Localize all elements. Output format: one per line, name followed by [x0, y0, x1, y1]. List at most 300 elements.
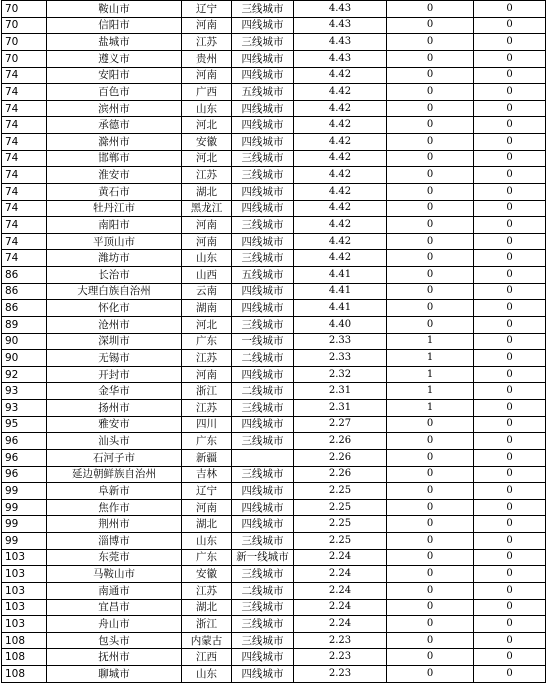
table-row: [2, 200, 546, 217]
rank-cell: 74: [2, 84, 47, 101]
province-cell: 广东: [182, 433, 232, 450]
score-cell: 2.23: [294, 649, 387, 666]
table-row: [2, 150, 546, 167]
city-cell: 包头市: [47, 632, 182, 649]
score-cell: 2.23: [294, 632, 387, 649]
tier-cell: 三线城市: [232, 533, 294, 550]
rank-cell: 74: [2, 183, 47, 200]
table-row: [2, 250, 546, 267]
tier-cell: 四线城市: [232, 300, 294, 317]
city-cell: 南通市: [47, 582, 182, 599]
table-row: [2, 449, 546, 466]
table-row: [2, 84, 546, 101]
rank-cell: 103: [2, 566, 47, 583]
score-cell: 4.42: [294, 233, 387, 250]
province-cell: 河北: [182, 150, 232, 167]
count-a-cell: 0: [387, 466, 474, 483]
count-b-cell: 0: [474, 84, 546, 101]
count-a-cell: 0: [387, 217, 474, 234]
city-cell: 邯郸市: [47, 150, 182, 167]
table-row: [2, 632, 546, 649]
count-a-cell: 0: [387, 300, 474, 317]
score-cell: 2.33: [294, 350, 387, 367]
count-a-cell: 0: [387, 449, 474, 466]
province-cell: 湖北: [182, 516, 232, 533]
rank-cell: 99: [2, 483, 47, 500]
city-cell: 长治市: [47, 267, 182, 284]
table-row: [2, 267, 546, 284]
city-cell: 平顶山市: [47, 233, 182, 250]
table-row: [2, 466, 546, 483]
count-a-cell: 0: [387, 250, 474, 267]
tier-cell: 四线城市: [232, 134, 294, 151]
table-row: [2, 283, 546, 300]
count-a-cell: 1: [387, 383, 474, 400]
rank-cell: 103: [2, 616, 47, 633]
province-cell: 河南: [182, 67, 232, 84]
rank-cell: 99: [2, 533, 47, 550]
province-cell: 四川: [182, 416, 232, 433]
count-b-cell: 0: [474, 350, 546, 367]
rank-cell: 103: [2, 582, 47, 599]
rank-cell: 99: [2, 499, 47, 516]
score-cell: 2.27: [294, 416, 387, 433]
tier-cell: 三线城市: [232, 150, 294, 167]
table-row: [2, 17, 546, 34]
city-cell: 信阳市: [47, 17, 182, 34]
table-row: [2, 34, 546, 51]
rank-cell: 90: [2, 333, 47, 350]
province-cell: 云南: [182, 283, 232, 300]
province-cell: 河南: [182, 233, 232, 250]
count-a-cell: 0: [387, 433, 474, 450]
city-cell: 潍坊市: [47, 250, 182, 267]
tier-cell: 一线城市: [232, 333, 294, 350]
score-cell: 4.41: [294, 267, 387, 284]
city-cell: 鞍山市: [47, 1, 182, 18]
province-cell: 江苏: [182, 34, 232, 51]
count-b-cell: 0: [474, 67, 546, 84]
count-b-cell: 0: [474, 499, 546, 516]
count-a-cell: 0: [387, 84, 474, 101]
table-row: [2, 549, 546, 566]
count-a-cell: 0: [387, 1, 474, 18]
table-row: [2, 1, 546, 18]
table-row: [2, 167, 546, 184]
province-cell: 江苏: [182, 582, 232, 599]
province-cell: 湖北: [182, 183, 232, 200]
tier-cell: 三线城市: [232, 632, 294, 649]
count-a-cell: 1: [387, 400, 474, 417]
count-a-cell: 0: [387, 150, 474, 167]
count-a-cell: 1: [387, 350, 474, 367]
city-cell: 宜昌市: [47, 599, 182, 616]
rank-cell: 74: [2, 200, 47, 217]
province-cell: 吉林: [182, 466, 232, 483]
count-b-cell: 0: [474, 217, 546, 234]
city-cell: 延边朝鲜族自治州: [47, 466, 182, 483]
count-b-cell: 0: [474, 582, 546, 599]
count-a-cell: 0: [387, 616, 474, 633]
score-cell: 2.26: [294, 466, 387, 483]
rank-cell: 74: [2, 167, 47, 184]
city-cell: 怀化市: [47, 300, 182, 317]
province-cell: 河南: [182, 499, 232, 516]
tier-cell: 新一线城市: [232, 549, 294, 566]
score-cell: 2.31: [294, 400, 387, 417]
count-b-cell: 0: [474, 466, 546, 483]
count-a-cell: 0: [387, 533, 474, 550]
province-cell: 江苏: [182, 400, 232, 417]
city-cell: 雅安市: [47, 416, 182, 433]
table-row: [2, 316, 546, 333]
city-cell: 舟山市: [47, 616, 182, 633]
province-cell: 辽宁: [182, 483, 232, 500]
table-row: [2, 400, 546, 417]
rank-cell: 74: [2, 233, 47, 250]
city-cell: 淄博市: [47, 533, 182, 550]
score-cell: 2.26: [294, 449, 387, 466]
score-cell: 2.26: [294, 433, 387, 450]
score-cell: 2.23: [294, 666, 387, 683]
table-row: [2, 183, 546, 200]
tier-cell: 四线城市: [232, 516, 294, 533]
city-cell: 遵义市: [47, 50, 182, 67]
province-cell: 贵州: [182, 50, 232, 67]
count-b-cell: 0: [474, 117, 546, 134]
count-b-cell: 0: [474, 183, 546, 200]
rank-cell: 70: [2, 50, 47, 67]
city-cell: 淮安市: [47, 167, 182, 184]
city-cell: 承德市: [47, 117, 182, 134]
province-cell: 安徽: [182, 566, 232, 583]
city-cell: 阜新市: [47, 483, 182, 500]
score-cell: 4.43: [294, 34, 387, 51]
rank-cell: 93: [2, 400, 47, 417]
table-body: [2, 1, 546, 683]
score-cell: 2.25: [294, 516, 387, 533]
tier-cell: 四线城市: [232, 283, 294, 300]
rank-cell: 86: [2, 300, 47, 317]
count-b-cell: 0: [474, 383, 546, 400]
tier-cell: [232, 449, 294, 466]
count-a-cell: 0: [387, 34, 474, 51]
province-cell: 山东: [182, 250, 232, 267]
province-cell: 黑龙江: [182, 200, 232, 217]
table-row: [2, 566, 546, 583]
count-a-cell: 0: [387, 599, 474, 616]
city-cell: 黄石市: [47, 183, 182, 200]
count-b-cell: 0: [474, 566, 546, 583]
count-b-cell: 0: [474, 632, 546, 649]
count-a-cell: 0: [387, 582, 474, 599]
score-cell: 4.42: [294, 200, 387, 217]
rank-cell: 86: [2, 283, 47, 300]
count-a-cell: 0: [387, 100, 474, 117]
city-cell: 开封市: [47, 366, 182, 383]
table-row: [2, 217, 546, 234]
count-a-cell: 0: [387, 416, 474, 433]
score-cell: 2.25: [294, 483, 387, 500]
count-b-cell: 0: [474, 533, 546, 550]
table-row: [2, 416, 546, 433]
city-ranking-table: [1, 0, 546, 683]
count-a-cell: 0: [387, 117, 474, 134]
tier-cell: 三线城市: [232, 1, 294, 18]
tier-cell: 四线城市: [232, 100, 294, 117]
table-row: [2, 300, 546, 317]
count-b-cell: 0: [474, 516, 546, 533]
rank-cell: 74: [2, 67, 47, 84]
tier-cell: 四线城市: [232, 17, 294, 34]
table-row: [2, 134, 546, 151]
province-cell: 广东: [182, 549, 232, 566]
score-cell: 2.24: [294, 599, 387, 616]
city-cell: 马鞍山市: [47, 566, 182, 583]
count-b-cell: 0: [474, 400, 546, 417]
score-cell: 4.42: [294, 217, 387, 234]
table-row: [2, 67, 546, 84]
province-cell: 河南: [182, 366, 232, 383]
score-cell: 2.32: [294, 366, 387, 383]
score-cell: 4.41: [294, 300, 387, 317]
count-a-cell: 0: [387, 50, 474, 67]
rank-cell: 70: [2, 1, 47, 18]
count-b-cell: 0: [474, 267, 546, 284]
city-cell: 牡丹江市: [47, 200, 182, 217]
count-a-cell: 0: [387, 183, 474, 200]
city-cell: 无锡市: [47, 350, 182, 367]
count-b-cell: 0: [474, 34, 546, 51]
count-a-cell: 1: [387, 366, 474, 383]
table-row: [2, 383, 546, 400]
city-cell: 聊城市: [47, 666, 182, 683]
province-cell: 江西: [182, 649, 232, 666]
province-cell: 安徽: [182, 134, 232, 151]
count-b-cell: 0: [474, 283, 546, 300]
tier-cell: 四线城市: [232, 499, 294, 516]
count-a-cell: 0: [387, 134, 474, 151]
city-cell: 扬州市: [47, 400, 182, 417]
table-row: [2, 117, 546, 134]
tier-cell: 四线城市: [232, 67, 294, 84]
tier-cell: 三线城市: [232, 167, 294, 184]
count-a-cell: 0: [387, 233, 474, 250]
count-b-cell: 0: [474, 316, 546, 333]
count-b-cell: 0: [474, 549, 546, 566]
count-b-cell: 0: [474, 1, 546, 18]
count-b-cell: 0: [474, 416, 546, 433]
rank-cell: 108: [2, 632, 47, 649]
score-cell: 2.25: [294, 499, 387, 516]
table-row: [2, 516, 546, 533]
province-cell: 山东: [182, 666, 232, 683]
tier-cell: 三线城市: [232, 400, 294, 417]
score-cell: 4.42: [294, 67, 387, 84]
count-a-cell: 0: [387, 316, 474, 333]
rank-cell: 89: [2, 316, 47, 333]
tier-cell: 四线城市: [232, 416, 294, 433]
count-b-cell: 0: [474, 233, 546, 250]
count-a-cell: 0: [387, 17, 474, 34]
count-b-cell: 0: [474, 599, 546, 616]
tier-cell: 五线城市: [232, 84, 294, 101]
tier-cell: 四线城市: [232, 50, 294, 67]
count-a-cell: 0: [387, 267, 474, 284]
score-cell: 4.41: [294, 283, 387, 300]
count-b-cell: 0: [474, 649, 546, 666]
rank-cell: 74: [2, 250, 47, 267]
rank-cell: 92: [2, 366, 47, 383]
tier-cell: 四线城市: [232, 200, 294, 217]
table-row: [2, 366, 546, 383]
province-cell: 江苏: [182, 350, 232, 367]
province-cell: 山东: [182, 100, 232, 117]
count-a-cell: 0: [387, 200, 474, 217]
count-b-cell: 0: [474, 134, 546, 151]
province-cell: 浙江: [182, 383, 232, 400]
table-row: [2, 433, 546, 450]
province-cell: 新疆: [182, 449, 232, 466]
province-cell: 山东: [182, 533, 232, 550]
score-cell: 4.42: [294, 134, 387, 151]
tier-cell: 三线城市: [232, 566, 294, 583]
tier-cell: 三线城市: [232, 599, 294, 616]
province-cell: 广西: [182, 84, 232, 101]
count-b-cell: 0: [474, 250, 546, 267]
count-a-cell: 0: [387, 516, 474, 533]
count-a-cell: 0: [387, 499, 474, 516]
score-cell: 4.40: [294, 316, 387, 333]
city-cell: 百色市: [47, 84, 182, 101]
province-cell: 湖北: [182, 599, 232, 616]
score-cell: 2.25: [294, 533, 387, 550]
count-b-cell: 0: [474, 100, 546, 117]
city-cell: 滨州市: [47, 100, 182, 117]
score-cell: 2.33: [294, 333, 387, 350]
count-a-cell: 0: [387, 649, 474, 666]
table-row: [2, 350, 546, 367]
table-row: [2, 533, 546, 550]
tier-cell: 三线城市: [232, 250, 294, 267]
score-cell: 4.43: [294, 17, 387, 34]
score-cell: 4.42: [294, 167, 387, 184]
rank-cell: 103: [2, 599, 47, 616]
table-row: [2, 499, 546, 516]
table-row: [2, 616, 546, 633]
rank-cell: 70: [2, 34, 47, 51]
tier-cell: 四线城市: [232, 649, 294, 666]
tier-cell: 三线城市: [232, 316, 294, 333]
count-b-cell: 0: [474, 666, 546, 683]
province-cell: 湖南: [182, 300, 232, 317]
table-row: [2, 233, 546, 250]
province-cell: 辽宁: [182, 1, 232, 18]
tier-cell: 四线城市: [232, 233, 294, 250]
score-cell: 2.24: [294, 549, 387, 566]
province-cell: 河南: [182, 17, 232, 34]
count-b-cell: 0: [474, 300, 546, 317]
table-row: [2, 666, 546, 683]
count-a-cell: 0: [387, 283, 474, 300]
province-cell: 河南: [182, 217, 232, 234]
count-a-cell: 0: [387, 566, 474, 583]
tier-cell: 三线城市: [232, 466, 294, 483]
count-b-cell: 0: [474, 333, 546, 350]
table-row: [2, 649, 546, 666]
count-a-cell: 0: [387, 483, 474, 500]
score-cell: 4.43: [294, 50, 387, 67]
count-b-cell: 0: [474, 616, 546, 633]
rank-cell: 96: [2, 433, 47, 450]
count-a-cell: 0: [387, 549, 474, 566]
rank-cell: 96: [2, 466, 47, 483]
score-cell: 4.42: [294, 84, 387, 101]
city-cell: 东莞市: [47, 549, 182, 566]
rank-cell: 86: [2, 267, 47, 284]
score-cell: 2.24: [294, 582, 387, 599]
city-cell: 安阳市: [47, 67, 182, 84]
score-cell: 4.42: [294, 117, 387, 134]
tier-cell: 四线城市: [232, 366, 294, 383]
score-cell: 2.31: [294, 383, 387, 400]
tier-cell: 四线城市: [232, 666, 294, 683]
province-cell: 河北: [182, 316, 232, 333]
city-cell: 荆州市: [47, 516, 182, 533]
count-b-cell: 0: [474, 483, 546, 500]
table-row: [2, 582, 546, 599]
count-a-cell: 1: [387, 333, 474, 350]
count-b-cell: 0: [474, 200, 546, 217]
rank-cell: 74: [2, 150, 47, 167]
city-cell: 抚州市: [47, 649, 182, 666]
tier-cell: 四线城市: [232, 117, 294, 134]
tier-cell: 四线城市: [232, 183, 294, 200]
rank-cell: 74: [2, 134, 47, 151]
score-cell: 4.42: [294, 100, 387, 117]
tier-cell: 二线城市: [232, 582, 294, 599]
tier-cell: 三线城市: [232, 433, 294, 450]
city-cell: 南阳市: [47, 217, 182, 234]
rank-cell: 95: [2, 416, 47, 433]
count-a-cell: 0: [387, 666, 474, 683]
count-a-cell: 0: [387, 167, 474, 184]
province-cell: 江苏: [182, 167, 232, 184]
tier-cell: 三线城市: [232, 34, 294, 51]
rank-cell: 74: [2, 217, 47, 234]
count-b-cell: 0: [474, 17, 546, 34]
rank-cell: 99: [2, 516, 47, 533]
table-row: [2, 483, 546, 500]
city-cell: 深圳市: [47, 333, 182, 350]
score-cell: 2.24: [294, 616, 387, 633]
tier-cell: 四线城市: [232, 483, 294, 500]
tier-cell: 二线城市: [232, 350, 294, 367]
rank-cell: 108: [2, 649, 47, 666]
city-cell: 石河子市: [47, 449, 182, 466]
province-cell: 浙江: [182, 616, 232, 633]
city-cell: 焦作市: [47, 499, 182, 516]
tier-cell: 三线城市: [232, 217, 294, 234]
table-row: [2, 100, 546, 117]
count-b-cell: 0: [474, 366, 546, 383]
rank-cell: 70: [2, 17, 47, 34]
score-cell: 4.42: [294, 250, 387, 267]
tier-cell: 三线城市: [232, 616, 294, 633]
rank-cell: 90: [2, 350, 47, 367]
rank-cell: 103: [2, 549, 47, 566]
score-cell: 4.42: [294, 183, 387, 200]
